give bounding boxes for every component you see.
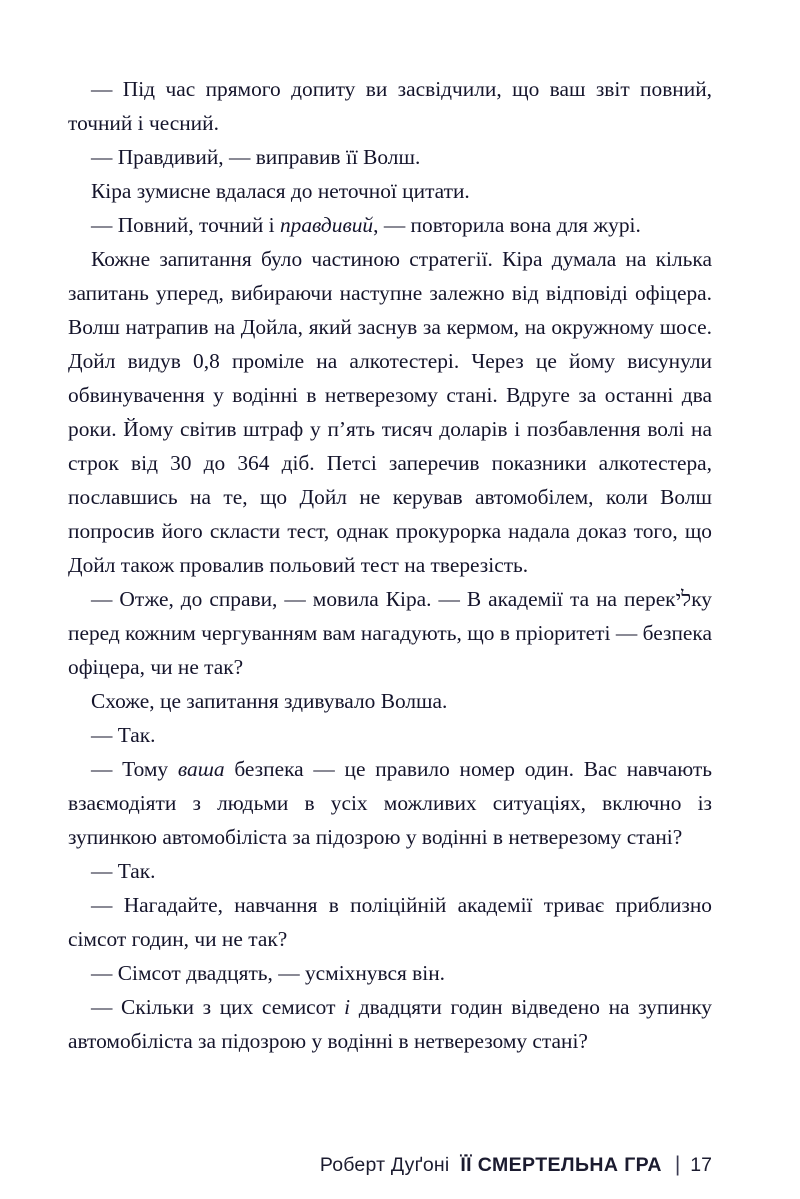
footer-separator: | [674, 1152, 681, 1176]
footer-page-number: 17 [690, 1153, 712, 1176]
emphasis-text: ваша [177, 757, 225, 781]
body-paragraph [68, 888, 712, 956]
body-paragraph [68, 990, 712, 1058]
body-paragraph [68, 242, 712, 582]
body-paragraph [68, 854, 712, 888]
body-paragraph [68, 684, 712, 718]
body-paragraph [68, 582, 712, 684]
paragraph-text: — Правдивий, — виправив її Волш. [91, 145, 421, 169]
paragraph-text: безпека — це правило номер один. Вас навчають взаємодіяти з людьми в усіх можливих ситуаціях, включно із зупинкою автомобіліста за підозрою у водінні в нетверезому стані? [68, 757, 712, 849]
paragraph-text: — Повний, точний і [91, 213, 280, 237]
paragraph-text: Кожне запитання було частиною стратегії. Кіра думала на кілька запитань уперед, вибираючи наступне залежно від відповіді офіцера. Волш натрапив на Дойла, який заснув за кермом, на окружному шосе. Дойл видув 0,8 проміле на алкотестері. Через це йому висунули обвинувачення у водінні в нетверезому стані. Вдруге за останні два роки. Йому світив штраф у п’ять тисяч доларів і позбавлення волі на строк від 30 до 364 діб. Петсі заперечив показники алкотестера, пославшись на те, що Дойл не керував автомобілем, коли Волш попросив його скласти тест, однак прокурорка надала доказ того, що Дойл також провалив польовий тест на тверезість. [68, 247, 712, 577]
emphasis-text: і [344, 995, 351, 1019]
paragraph-text: двадцяти годин відведено на зупинку автомобіліста за підозрою у водінні в нетверезому стані? [68, 995, 712, 1053]
body-paragraph [68, 208, 712, 242]
body-paragraph [68, 956, 712, 990]
paragraph-text: , — повторила вона для журі. [373, 213, 641, 237]
page-body-text [68, 72, 712, 1058]
body-paragraph [68, 174, 712, 208]
paragraph-text: — Так. [91, 723, 156, 747]
paragraph-text: — Отже, до справи, — мовила Кіра. — В академії та на перекליку перед кожним чергуванням вам нагадують, що в пріоритеті — безпека офіцера, чи не так? [68, 587, 712, 679]
emphasis-text: правдивий [279, 213, 374, 237]
paragraph-text: — Нагадайте, навчання в поліційній академії триває приблизно сімсот годин, чи не так? [68, 893, 712, 951]
paragraph-text: — Сімсот двадцять, — усміхнувся він. [91, 961, 445, 985]
body-paragraph [68, 72, 712, 140]
footer-author-name: Роберт Дуґоні [319, 1153, 450, 1176]
body-paragraph [68, 752, 712, 854]
paragraph-text: — Скільки з цих семисот [91, 995, 345, 1019]
footer-book-title: ЇЇ СМЕРТЕЛЬНА ГРА [460, 1153, 662, 1176]
paragraph-text: — Так. [91, 859, 156, 883]
paragraph-text: Схоже, це запитання здивувало Волша. [91, 689, 448, 713]
body-paragraph [68, 718, 712, 752]
body-paragraph [68, 140, 712, 174]
running-footer [0, 1148, 800, 1182]
paragraph-text: — Під час прямого допиту ви засвідчили, що ваш звіт повний, точний і чесний. [68, 77, 712, 135]
paragraph-text: Кіра зумисне вдалася до неточної цитати. [91, 179, 470, 203]
paragraph-text: — Тому [91, 757, 178, 781]
